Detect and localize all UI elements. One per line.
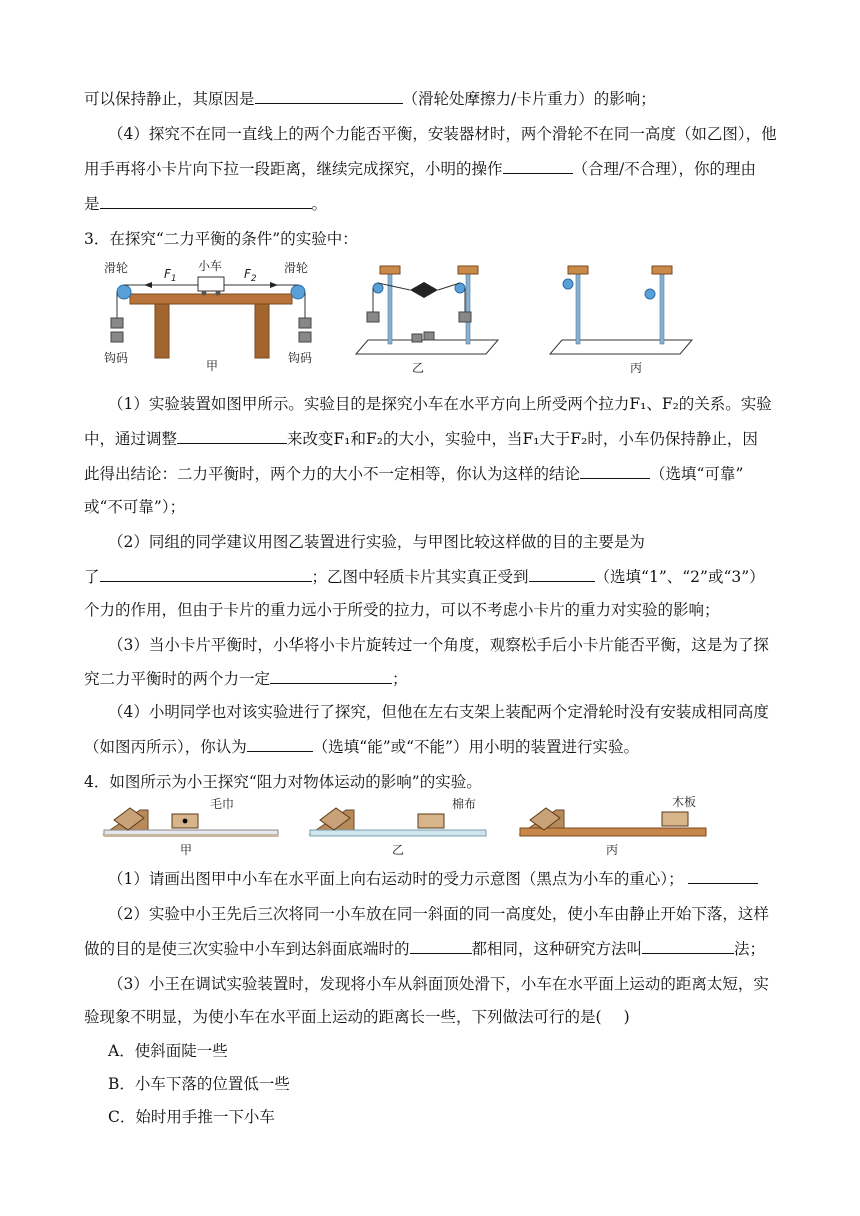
answer-blank[interactable]	[688, 869, 758, 884]
q4-p1: （1）请画出图甲中小车在水平面上向右运动时的受力示意图（黑点为小车的重心）；	[108, 868, 758, 890]
q3-p2-line3: 个力的作用，但由于卡片的重力远小于所受的拉力，可以不考虑小卡片的重力对实验的影响；	[84, 601, 720, 619]
answer-blank[interactable]	[177, 429, 287, 444]
option-a: A．使斜面陡一些	[108, 1042, 228, 1060]
q4-fig-label-bing: 丙	[606, 843, 619, 857]
fig-label-jia: 甲	[206, 359, 219, 373]
f1-label: $F_1$	[164, 267, 177, 284]
q3-p4-line2: （如图丙所示），你认为 （选填“能”或“不能”）用小明的装置进行实验。	[84, 738, 639, 756]
pulley-right-label: 滑轮	[284, 261, 309, 275]
answer-blank[interactable]	[100, 194, 312, 209]
weight-right-label: 钩码	[288, 351, 313, 365]
option-b: B．小车下落的位置低一些	[108, 1075, 290, 1093]
q4-p2-line2: 做的目的是使三次实验中小车到达斜面底端时的 都相同，这种研究方法叫 法；	[84, 940, 766, 958]
q3-figure-bing	[546, 256, 696, 378]
q4-p3-line2: 验现象不明显，为使小车在水平面上运动的距离长一些，下列做法可行的是( )	[84, 1008, 630, 1026]
towel-label: 毛巾	[210, 797, 235, 811]
fig-label-yi: 乙	[412, 361, 425, 375]
fig-label-bing: 丙	[630, 361, 643, 375]
answer-blank[interactable]	[410, 939, 472, 954]
answer-blank[interactable]	[580, 464, 650, 479]
q3-p3-line2: 究二力平衡时的两个力一定 ；	[84, 670, 408, 688]
board-label: 木板	[672, 795, 697, 809]
q3-p2-line1: （2）同组的同学建议用图乙装置进行实验，与甲图比较这样做的目的主要是为	[108, 533, 645, 551]
answer-blank[interactable]	[255, 89, 403, 104]
q3-p1-line4: 或“不可靠”）；	[84, 498, 186, 516]
f2-label: $F_2$	[244, 267, 257, 284]
answer-blank[interactable]	[642, 939, 734, 954]
cart-label: 小车	[198, 259, 223, 273]
q2-p4-line1: （4）探究不在同一直线上的两个力能否平衡，安装器材时，两个滑轮不在同一高度（如乙图），他	[108, 125, 777, 143]
q4-fig-label-yi: 乙	[392, 843, 405, 857]
answer-blank[interactable]	[503, 159, 573, 174]
q3-title: 3．在探究“二力平衡的条件”的实验中：	[84, 230, 358, 248]
q2-p4-line2: 用手再将小卡片向下拉一段距离，继续完成探究，小明的操作 （合理/不合理），你的理由	[84, 160, 756, 178]
q2-p4-line3: 是 。	[84, 195, 328, 213]
q4-p3-line1: （3）小王在调试实验装置时，发现将小车从斜面顶处滑下，小车在水平面上运动的距离太短，实	[108, 975, 769, 993]
q2-line1: 可以保持静止，其原因是 （滑轮处摩擦力/卡片重力）的影响；	[84, 90, 656, 108]
q3-figure-yi	[352, 256, 502, 378]
answer-blank[interactable]	[529, 567, 595, 582]
q3-p4-line1: （4）小明同学也对该实验进行了探究，但他在左右支架上装配两个定滑轮时没有安装成相同高度	[108, 703, 769, 721]
answer-blank[interactable]	[270, 669, 392, 684]
answer-blank[interactable]	[100, 567, 312, 582]
q3-p1-line3: 此得出结论：二力平衡时，两个力的大小不一定相等，你认为这样的结论 （选填“可靠”	[84, 465, 744, 483]
q3-p1-line1: （1）实验装置如图甲所示。实验目的是探究小车在水平方向上所受两个拉力F₁、F₂的关系。实验	[108, 395, 772, 413]
q4-fig-label-jia: 甲	[180, 843, 193, 857]
q3-p2-line2: 了 ；乙图中轻质卡片其实真正受到 （选填“1”、“2”或“3”）	[84, 568, 765, 586]
q4-title: 4．如图所示为小王探究“阻力对物体运动的影响”的实验。	[84, 773, 482, 791]
weight-left-label: 钩码	[104, 351, 129, 365]
pulley-left-label: 滑轮	[104, 261, 129, 275]
q4-figures	[100, 796, 710, 858]
q3-p3-line1: （3）当小卡片平衡时，小华将小卡片旋转过一个角度，观察松手后小卡片能否平衡，这是为了探	[108, 636, 769, 654]
q3-p1-line2: 中，通过调整 来改变F₁和F₂的大小，实验中，当F₁大于F₂时，小车仍保持静止，因	[84, 430, 758, 448]
option-c: C．始时用手推一下小车	[108, 1108, 275, 1126]
answer-blank[interactable]	[247, 737, 313, 752]
q4-p2-line1: （2）实验中小王先后三次将同一小车放在同一斜面的同一高度处，使小车由静止开始下落，这样	[108, 905, 769, 923]
q3-figure-jia	[100, 256, 320, 376]
cotton-label: 棉布	[452, 797, 477, 811]
